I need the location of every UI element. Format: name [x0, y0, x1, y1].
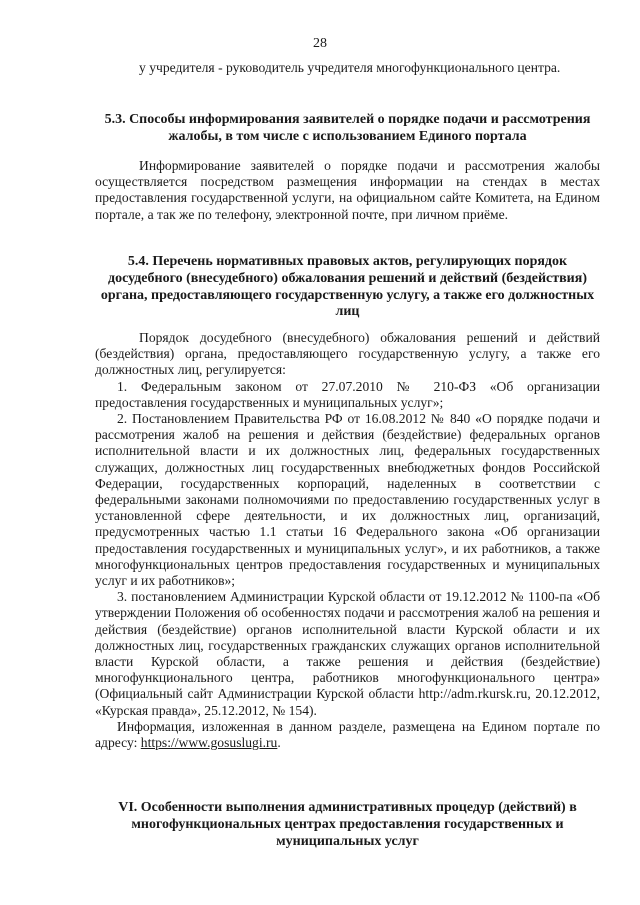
section-5-3-paragraph: Информирование заявителей о порядке подачи и рассмотрения жалобы осуществляется посредством размещения информации на стендах в местах предоставления государственной услуги, на официальном сайте Комитета, на Едином портале, а так же по телефону, электронной почте, при личном приёме.	[95, 158, 600, 222]
section-6	[95, 800, 600, 850]
closing-end: .	[277, 735, 281, 751]
section-5-3	[95, 112, 600, 146]
list-item-1: 1. Федеральным законом от 27.07.2010 № 210-ФЗ «Об организации предоставления государственных и муниципальных услуг»;	[95, 378, 600, 410]
section-5-4-intro: Порядок досудебного (внесудебного) обжалования решений и действий (бездействия) органа, предоставляющего государственную услугу, а также его должностных лиц, регулируется:	[95, 330, 600, 378]
section-6-heading: VI. Особенности выполнения административных процедур (действий) в многофункциональных центрах предоставления государственных и муниципальных услуг	[118, 800, 577, 849]
section-5-3-body	[95, 158, 600, 223]
closing-text: Информация, изложенная в данном разделе, размещена на Едином портале по адресу:	[95, 718, 600, 751]
intro-block	[95, 60, 600, 76]
page-number: 28	[313, 36, 327, 51]
list-item-2: 2. Постановлением Правительства РФ от 16.08.2012 № 840 «О порядке подачи и рассмотрения жалоб на решения и действия (бездействие) федеральных органов исполнительной власти и их должностных лиц, федеральных государственных служащих, должностных лиц государственных внебюджетных фондов Российской Федерации, государственных корпораций, наделенных в соответствии с федеральными законами полномочиями по предоставлению государственных услуг в установленной сфере деятельности, и их должностных лиц, организаций, предусмотренных частью 1.1 статьи 16 Федерального закона «Об организации предоставления государственных и муниципальных услуг», и их работников, а также многофункциональных центров предоставления государственных и муниципальных услуг и их работников»;	[95, 411, 600, 589]
list-item-3: 3. постановлением Администрации Курской области от 19.12.2012 № 1100-па «Об утверждении Положения об особенностях подачи и рассмотрения жалоб на решения и действия (бездействие) органов исполнительной власти Курской области и их должностных лиц, государственных гражданских служащих органов исполнительной власти Курской области, а также решения и действия (бездействие) многофункционального центра, работников многофункционального центра» (Официальный сайт Администрации Курской области http://adm.rkursk.ru, 20.12.2012, «Курская правда», 25.12.2012, № 154).	[95, 589, 600, 718]
section-5-4-body	[95, 330, 600, 751]
section-5-3-heading: 5.3. Способы информирования заявителей о порядке подачи и рассмотрения жалобы, в том числе с использованием Единого портала	[104, 112, 591, 144]
intro-paragraph: у учредителя - руководитель учредителя многофункционального центра.	[139, 60, 561, 75]
section-5-4-heading: 5.4. Перечень нормативных правовых актов, регулирующих порядок досудебного (внесудебного) обжалования решений и действий (бездействия) органа, предоставляющего государственную услугу, а также его должностных лиц	[100, 254, 595, 320]
section-5-4	[95, 254, 600, 321]
gosuslugi-link[interactable]: https://www.gosuslugi.ru	[140, 735, 278, 751]
closing-paragraph	[95, 719, 600, 751]
